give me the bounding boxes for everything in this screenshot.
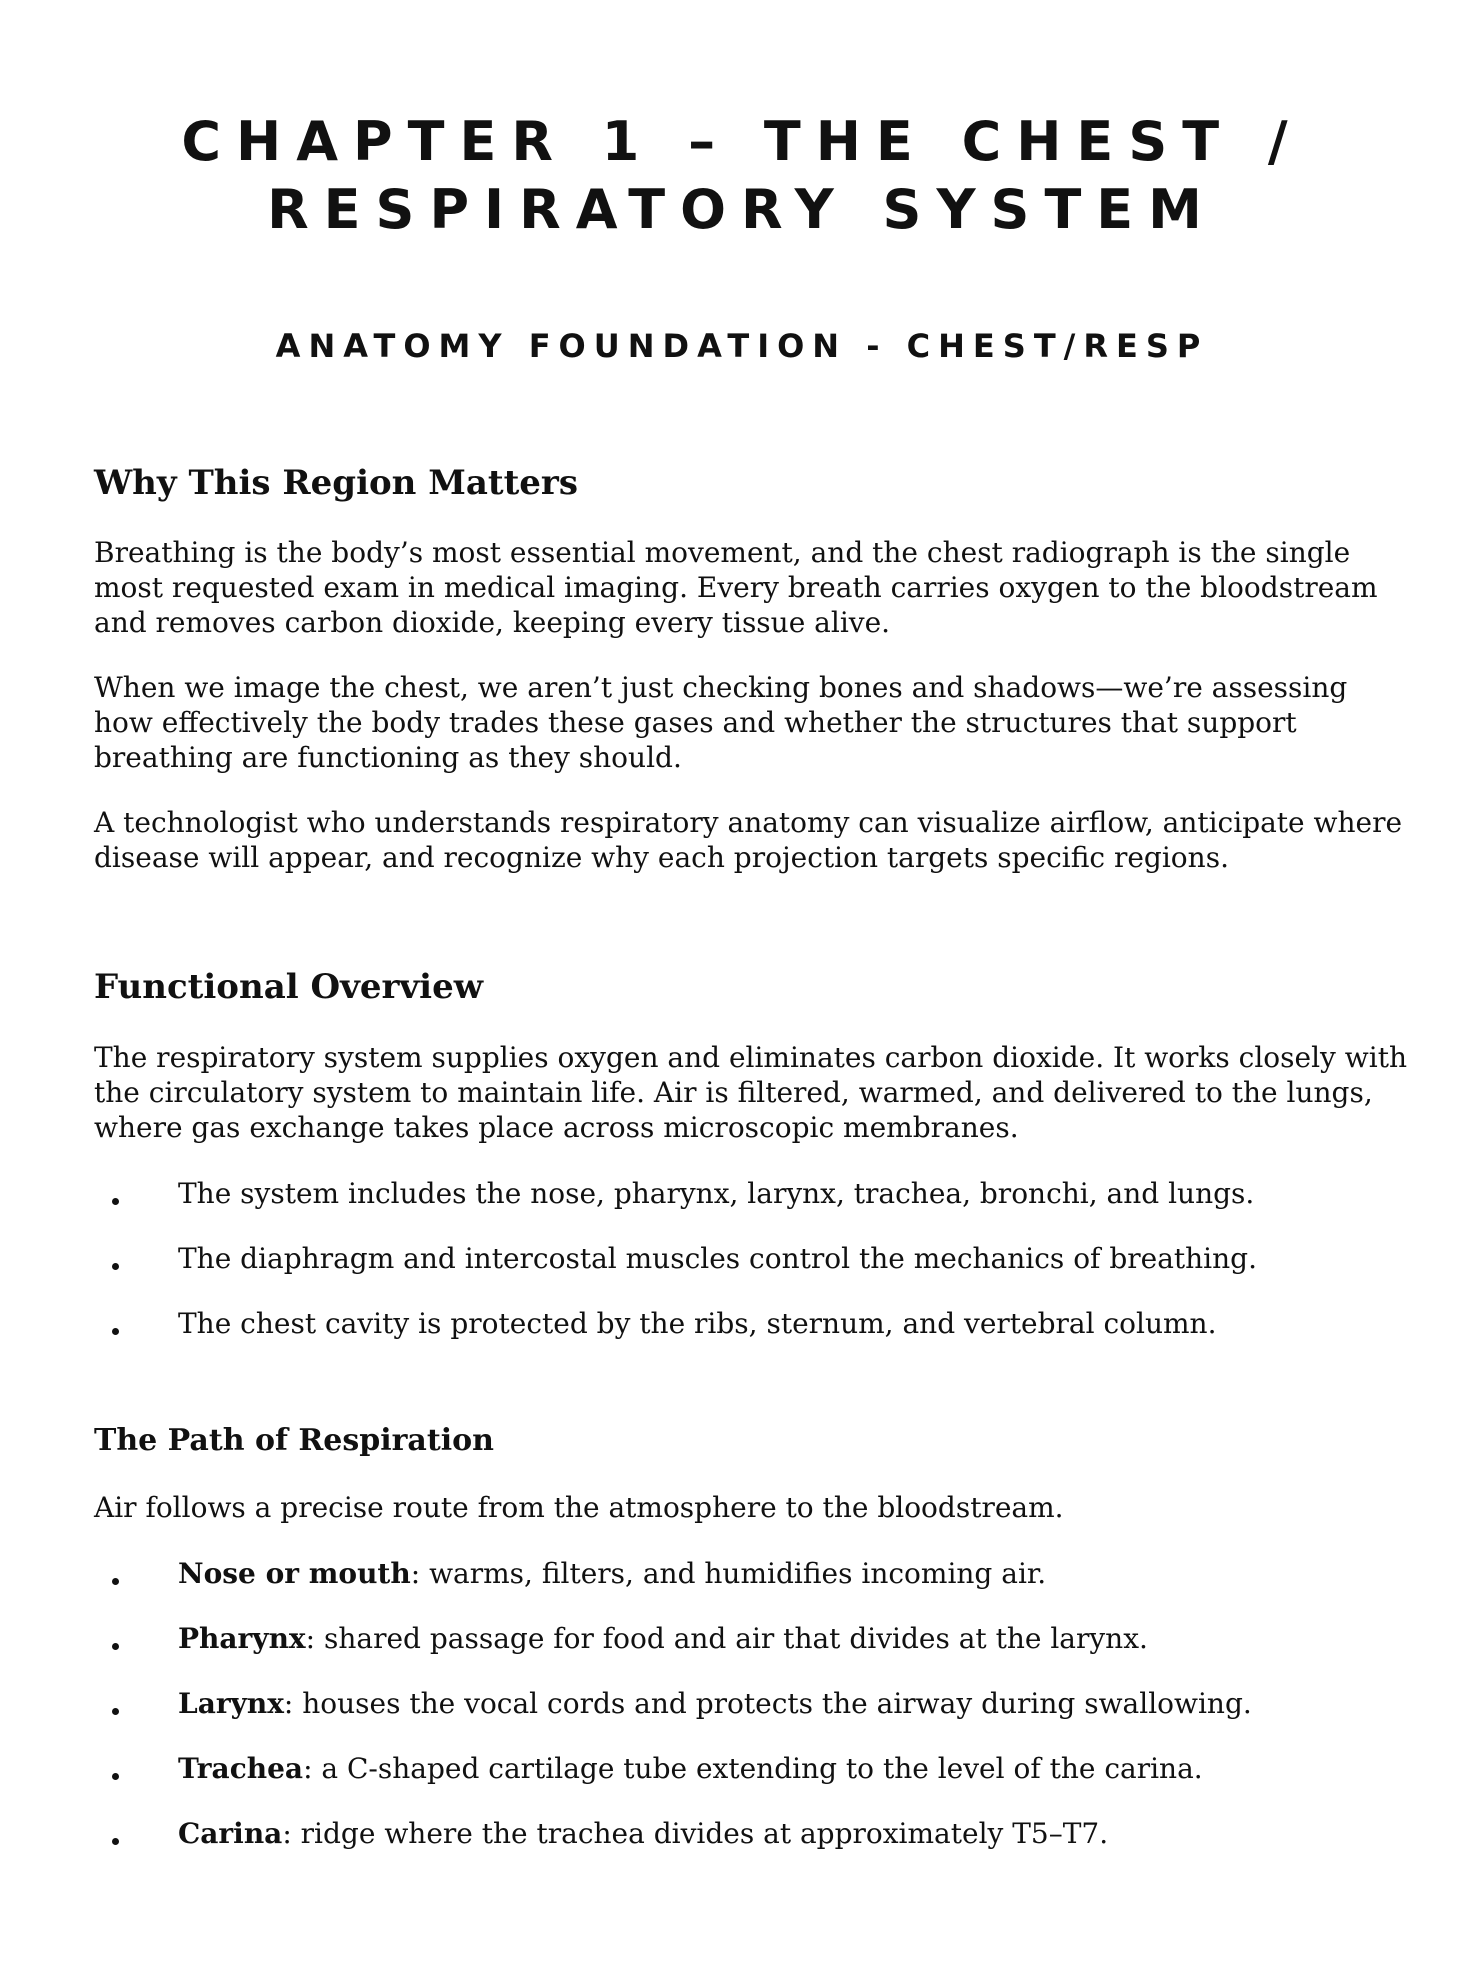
bullet-icon	[112, 1198, 119, 1205]
list-item	[94, 1686, 1414, 1751]
functional-paragraph: The respiratory system supplies oxygen and eliminates carbon dioxide. It works closely with the circulatory system to maintain life. Air is filtered, warmed, and delivered to the lungs, where gas exchange takes place across microscopic membranes.	[94, 1041, 1407, 1144]
path-bullet-list	[94, 1556, 1414, 1881]
why-paragraph-1: Breathing is the body’s most essential movement, and the chest radiograph is the single most requested exam in medical imaging. Every breath carries oxygen to the bloodstream and removes carbon dioxide, keeping every tissue alive.	[94, 536, 1378, 639]
list-item	[94, 1306, 1414, 1371]
list-item	[94, 1241, 1414, 1306]
bullet-icon	[112, 1643, 119, 1650]
bullet-icon	[112, 1773, 119, 1780]
list-item	[94, 1176, 1414, 1241]
list-item-desc: : a C-shaped cartilage tube extending to the level of the carina.	[303, 1752, 1203, 1785]
list-item	[94, 1816, 1414, 1881]
list-item	[94, 1556, 1414, 1621]
list-item-term: Pharynx	[178, 1622, 306, 1655]
bullet-icon	[112, 1708, 119, 1715]
list-item-term: Carina	[178, 1817, 283, 1850]
list-item-term: Nose or mouth	[178, 1557, 411, 1590]
list-item-term: Trachea	[178, 1752, 304, 1785]
functional-section-heading: Functional Overview	[94, 967, 483, 1007]
why-paragraph-3: A technologist who understands respiratory anatomy can visualize airflow, anticipate where disease will appear, and recognize why each projection targets specific regions.	[94, 806, 1403, 874]
bullet-icon	[112, 1263, 119, 1270]
path-section-heading: The Path of Respiration	[94, 1423, 494, 1458]
list-item-desc: : shared passage for food and air that divides at the larynx.	[305, 1622, 1148, 1655]
list-item	[94, 1751, 1414, 1816]
list-item-text: The system includes the nose, pharynx, larynx, trachea, bronchi, and lungs.	[178, 1177, 1255, 1210]
list-item-desc: : houses the vocal cords and protects the airway during swallowing.	[283, 1687, 1252, 1720]
why-paragraph-2: When we image the chest, we aren’t just checking bones and shadows—we’re assessing how effectively the body trades these gases and whether the structures that support breathing are functioning as they should.	[94, 671, 1348, 774]
list-item-term: Larynx	[178, 1687, 284, 1720]
chapter-title	[0, 108, 1484, 244]
why-section-heading: Why This Region Matters	[94, 463, 578, 503]
bullet-icon	[112, 1578, 119, 1585]
list-item-text: The diaphragm and intercostal muscles control the mechanics of breathing.	[178, 1242, 1257, 1275]
chapter-title-line-1: CHAPTER 1 – THE CHEST /	[181, 110, 1303, 173]
list-item-text: The chest cavity is protected by the ribs, sternum, and vertebral column.	[178, 1307, 1217, 1340]
list-item	[94, 1621, 1414, 1686]
list-item-desc: : warms, filters, and humidifies incoming air.	[410, 1557, 1047, 1590]
bullet-icon	[112, 1838, 119, 1845]
list-item-desc: : ridge where the trachea divides at approximately T5–T7.	[282, 1817, 1109, 1850]
chapter-subtitle: ANATOMY FOUNDATION - CHEST/RESP	[275, 327, 1209, 365]
bullet-icon	[112, 1328, 119, 1335]
chapter-title-line-2: RESPIRATORY SYSTEM	[267, 178, 1217, 241]
functional-bullet-list	[94, 1176, 1414, 1371]
path-intro: Air follows a precise route from the atmosphere to the bloodstream.	[94, 1491, 1064, 1524]
